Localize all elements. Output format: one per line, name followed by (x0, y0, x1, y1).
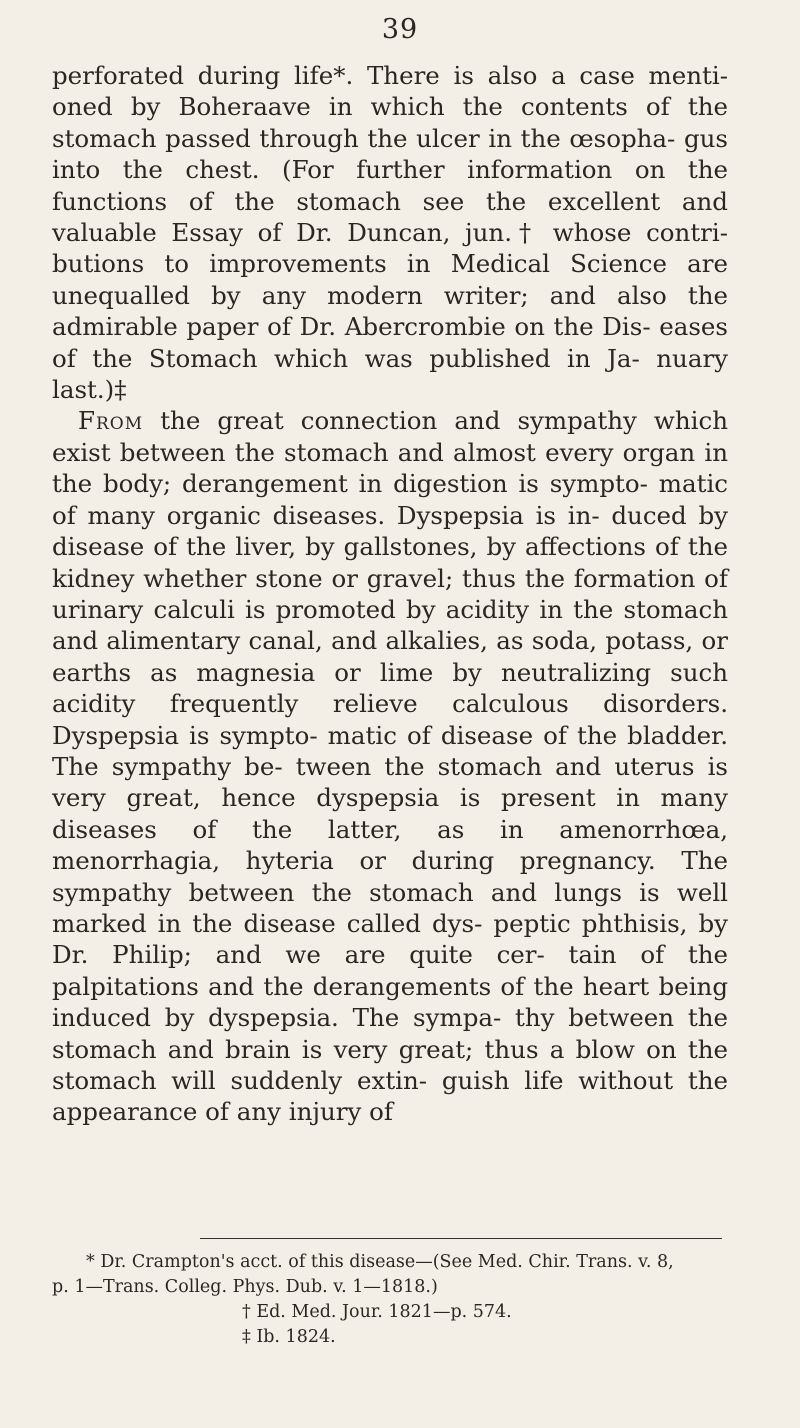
footnote-2: † Ed. Med. Jour. 1821—p. 574. (242, 1302, 512, 1322)
paragraph-2 (52, 405, 728, 1127)
paragraph-2-lead: From (78, 406, 144, 436)
footnotes (52, 1250, 728, 1350)
footnote-1-line-2: p. 1—Trans. Colleg. Phys. Dub. v. 1—1818.) (52, 1277, 438, 1297)
page-number: 39 (381, 14, 419, 45)
footnote-divider (200, 1238, 722, 1239)
footnote-3: ‡ Ib. 1824. (242, 1327, 336, 1347)
main-text (52, 60, 728, 1128)
paragraph-1: perforated during life*. There is also a case menti- oned by Boheraave in which the contents of the stomach passed through the ulcer in the œsopha- gus into the chest. (For further information on the functions of the stomach see the excellent and valuable Essay of Dr. Duncan, jun.† whose contri- butions to improvements in Medical Science are unequalled by any modern writer; and also the admirable paper of Dr. Abercrombie on the Dis- eases of the Stomach which was published in Ja- nuary last.)‡ (52, 61, 728, 405)
footnote-1-line-1: * Dr. Crampton's acct. of this disease—(See Med. Chir. Trans. v. 8, (86, 1252, 674, 1272)
paragraph-2-text: the great connection and sympathy which exist between the stomach and almost every organ in the body; derangement in digestion is sympto- matic of many organic diseases. Dyspepsia is in- duced by disease of the liver, by gallstones, by affections of the kidney whether stone or gravel; thus the formation of urinary calculi is promoted by acidity in the stomach and alimentary canal, and alkalies, as soda, potass, or earths as magnesia or lime by neutralizing such acidity frequently relieve calculous disorders. Dyspepsia is sympto- matic of disease of the bladder. The sympathy be- tween the stomach and uterus is very great, hence dyspepsia is present in many diseases of the latter, as in amenorrhœa, menorrhagia, hyteria or during pregnancy. The sympathy between the stomach and lungs is well marked in the disease called dys- peptic phthisis, by Dr. Philip; and we are quite cer- tain of the palpitations and the derangements of the heart being induced by dyspepsia. The sympa- thy between the stomach and brain is very great; thus a blow on the stomach will suddenly extin- guish life without the appearance of any injury of (52, 406, 728, 1127)
